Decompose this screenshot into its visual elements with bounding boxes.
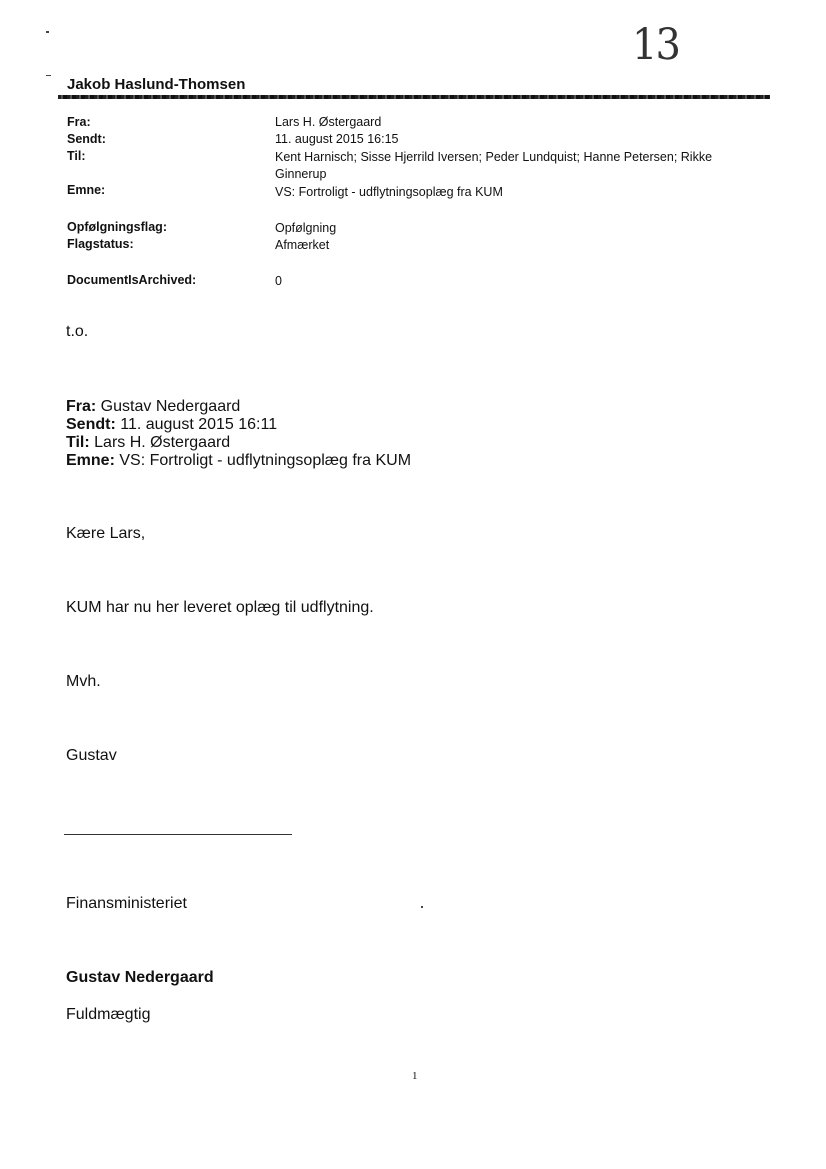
scan-speck <box>46 75 51 76</box>
to-label: Til: <box>67 149 86 163</box>
signature-organization: Finansministeriet <box>66 895 187 912</box>
followup-flag-value: Opfølgning <box>275 221 337 235</box>
fwd-from-value: Gustav Nedergaard <box>96 398 241 415</box>
archived-value: 0 <box>275 274 282 288</box>
from-value: Lars H. Østergaard <box>275 115 382 129</box>
sent-label: Sendt: <box>67 132 106 146</box>
signature-divider <box>64 834 292 835</box>
from-label: Fra: <box>67 115 91 129</box>
scan-speck <box>46 31 49 33</box>
message-body: KUM har nu her leveret oplæg til udflytning. <box>66 599 374 616</box>
fwd-to-line <box>66 434 230 452</box>
archived-label: DocumentIsArchived: <box>67 273 197 287</box>
subject-value: VS: Fortroligt - udflytningsoplæg fra KUM <box>275 185 503 199</box>
sent-value: 11. august 2015 16:15 <box>275 132 399 146</box>
fwd-to-label: Til: <box>66 434 90 451</box>
followup-flag-label: Opfølgningsflag: <box>67 220 167 234</box>
greeting: Kære Lars, <box>66 525 146 542</box>
sender-first-name: Gustav <box>66 747 117 764</box>
page-number: 1 <box>412 1070 418 1082</box>
signature-name: Gustav Nedergaard <box>66 969 214 986</box>
fwd-subject-label: Emne: <box>66 452 115 469</box>
closing: Mvh. <box>66 673 101 690</box>
fwd-from-line <box>66 398 240 416</box>
flag-status-label: Flagstatus: <box>67 237 134 251</box>
fwd-subject-line <box>66 452 411 470</box>
flag-status-value: Afmærket <box>275 238 330 252</box>
scan-speck <box>421 906 423 908</box>
intro-text: t.o. <box>66 323 89 340</box>
mailbox-owner: Jakob Haslund-Thomsen <box>67 76 246 93</box>
signature-title: Fuldmægtig <box>66 1006 151 1023</box>
header-rule <box>58 95 770 99</box>
fwd-sent-label: Sendt: <box>66 416 116 433</box>
fwd-to-value: Lars H. Østergaard <box>89 434 231 451</box>
fwd-sent-value: 11. august 2015 16:11 <box>115 416 278 433</box>
subject-label: Emne: <box>67 183 106 197</box>
to-value: Kent Harnisch; Sisse Hjerrild Iversen; Peder Lundquist; Hanne Petersen; Rikke Ginnerup <box>275 150 713 181</box>
fwd-sent-line <box>66 416 277 434</box>
fwd-from-label: Fra: <box>66 398 97 415</box>
fwd-subject-value: VS: Fortroligt - udflytningsoplæg fra KUM <box>114 452 412 469</box>
handwritten-page-number: 13 <box>632 20 679 70</box>
